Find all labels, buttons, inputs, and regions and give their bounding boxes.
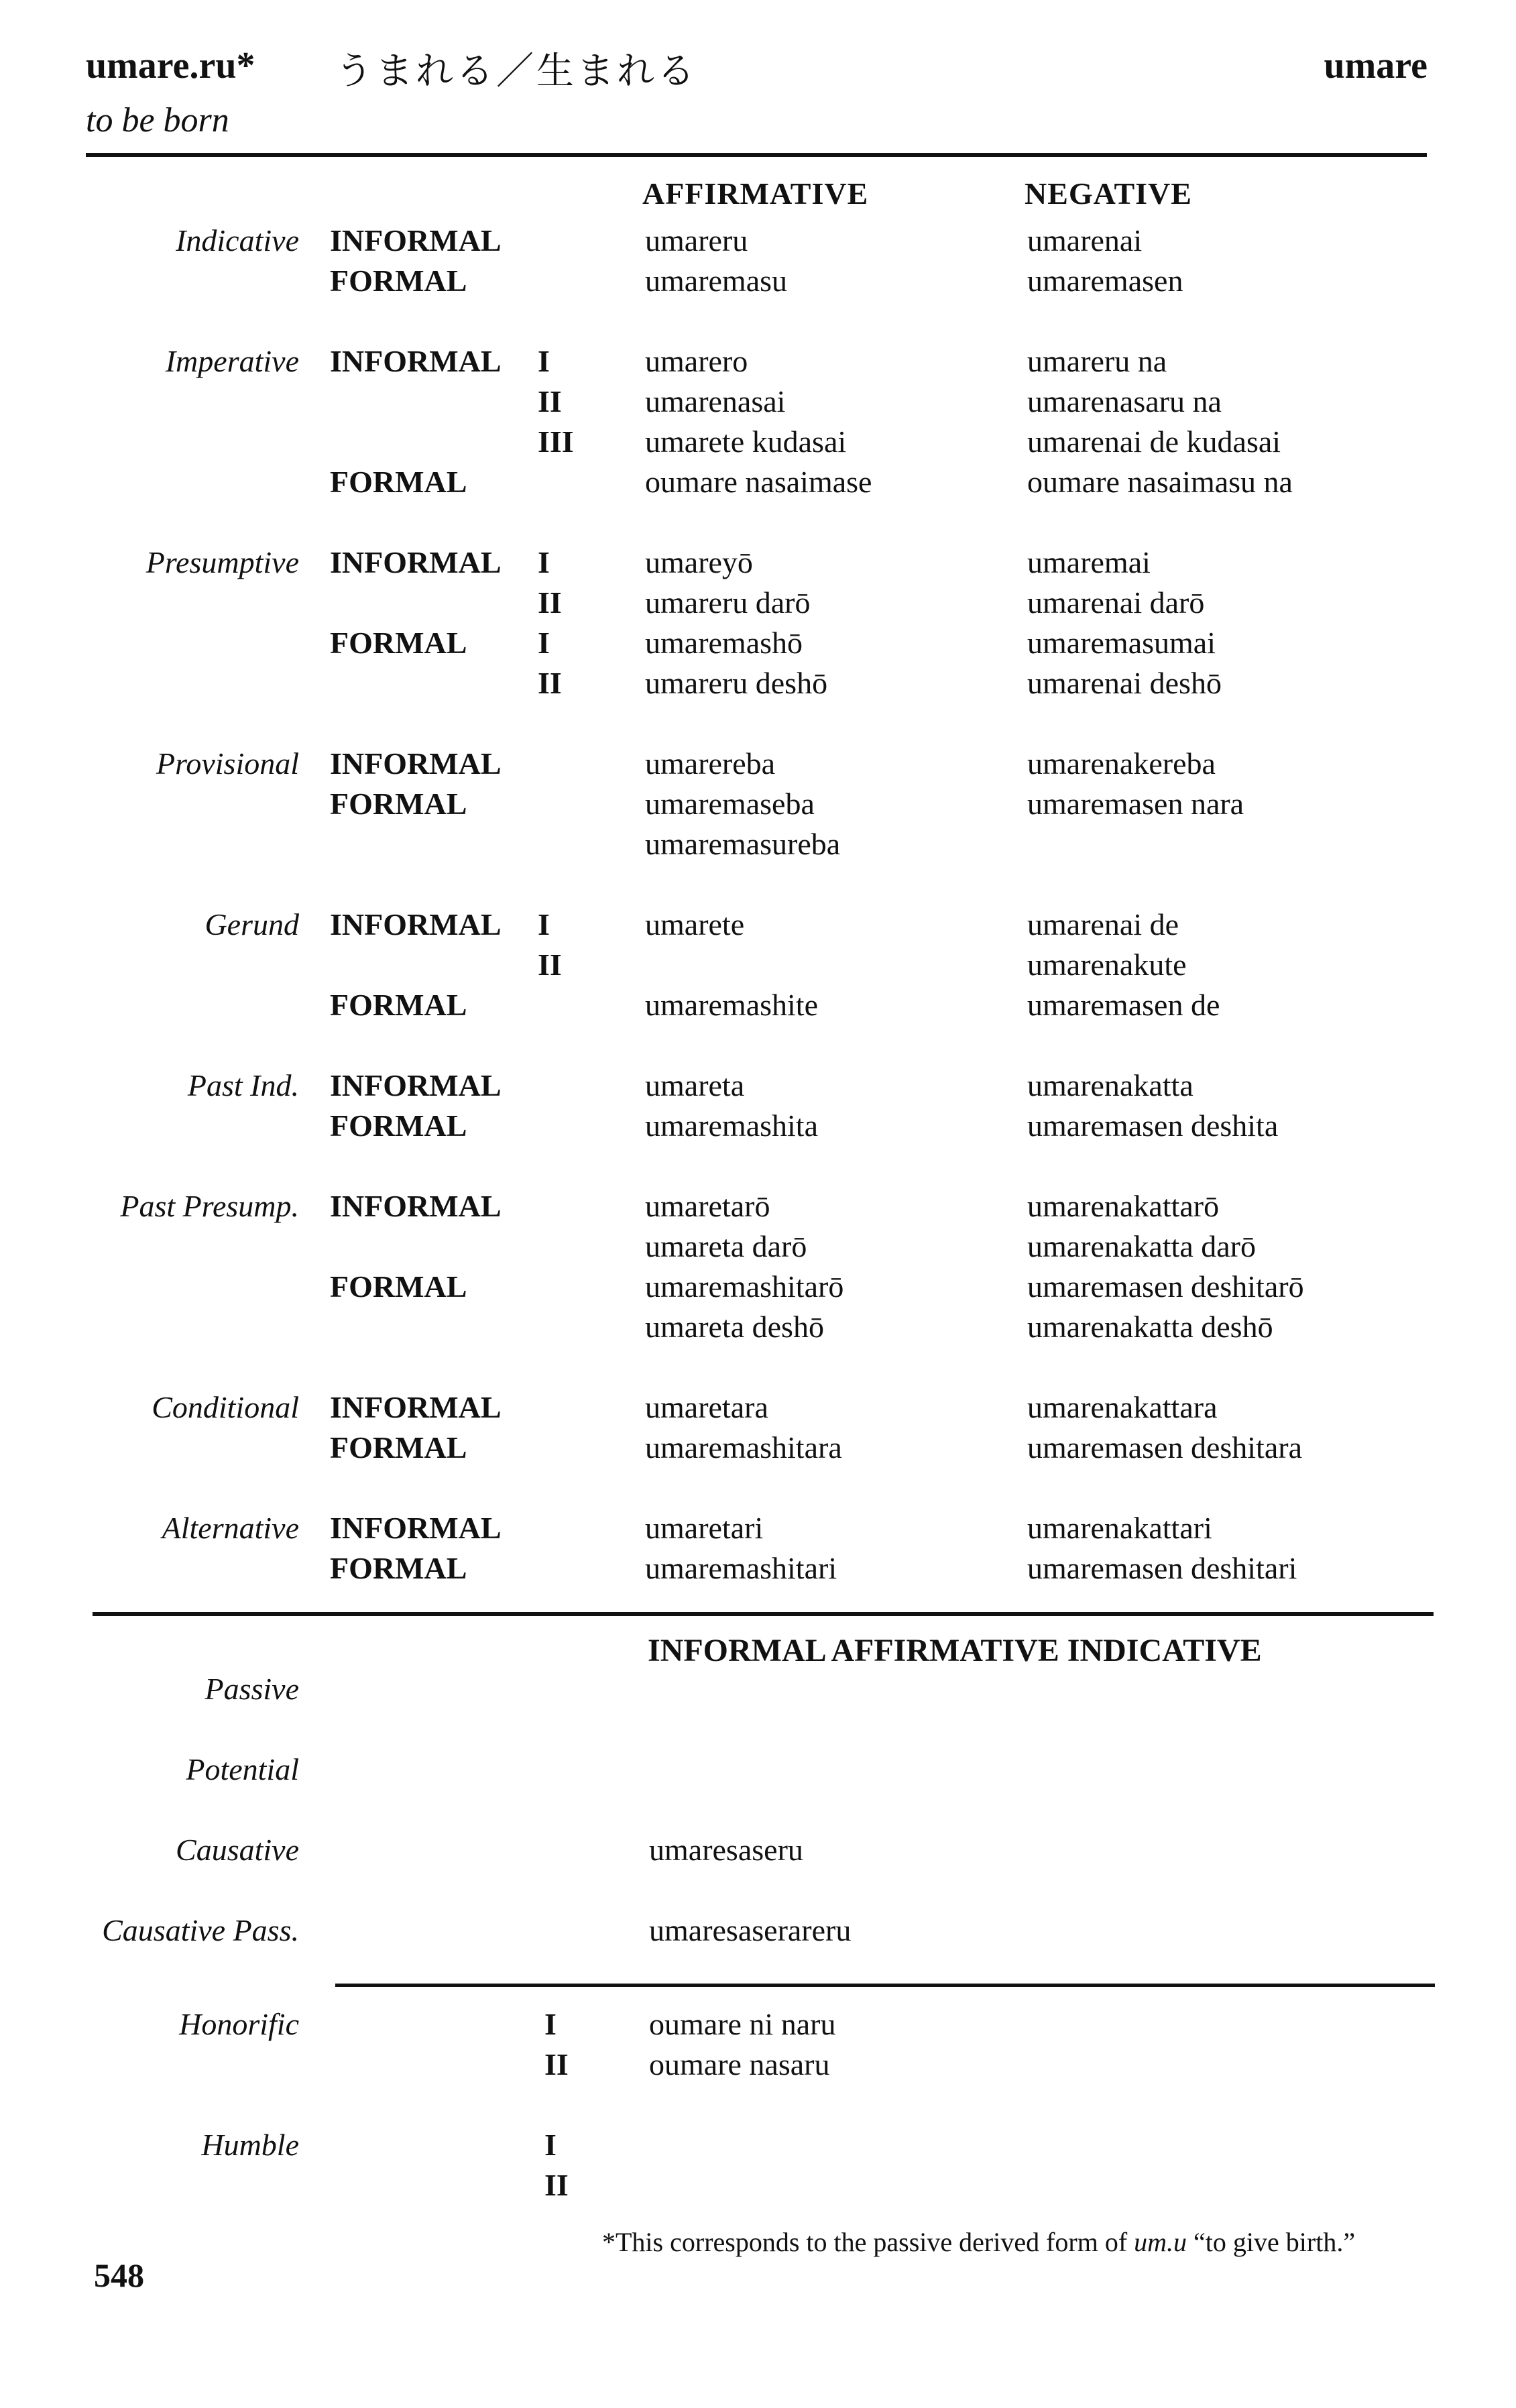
variant-number: I xyxy=(538,626,550,660)
column-head-negative: NEGATIVE xyxy=(1025,176,1192,211)
register-label: FORMAL xyxy=(330,626,467,660)
affirmative-form: umarete kudasai xyxy=(645,424,847,459)
negative-form: umarenakattara xyxy=(1027,1390,1218,1424)
form-category: Past Presump. xyxy=(120,1189,299,1223)
form-category: Past Ind. xyxy=(187,1068,299,1102)
verb-headword: umare.ru* xyxy=(86,45,255,87)
negative-form: oumare nasaimasu na xyxy=(1027,465,1293,499)
register-label: INFORMAL xyxy=(330,1189,502,1223)
affirmative-form: umaretarō xyxy=(645,1189,770,1223)
negative-form: umaremasen deshita xyxy=(1027,1108,1279,1143)
register-label: FORMAL xyxy=(330,264,467,298)
footnote-verb: um.u xyxy=(1134,2227,1187,2257)
form-category: Honorific xyxy=(179,2007,299,2041)
form-category: Causative Pass. xyxy=(102,1913,299,1947)
form-category: Provisional xyxy=(156,746,299,781)
footnote-gloss: “to give birth.” xyxy=(1187,2227,1356,2257)
negative-form: umaremasen deshitara xyxy=(1027,1430,1302,1465)
affirmative-form: umaretari xyxy=(645,1511,764,1545)
affirmative-form: umareyō xyxy=(645,545,753,579)
negative-form: umaremai xyxy=(1027,545,1151,579)
negative-form: umarenai de kudasai xyxy=(1027,424,1281,459)
affirmative-form: umaremashita xyxy=(645,1108,819,1143)
derived-form: umaresaserareru xyxy=(649,1913,852,1947)
conjugation-row xyxy=(0,1389,1516,1430)
register-label: FORMAL xyxy=(330,1430,467,1465)
affirmative-form: umaremasu xyxy=(645,264,788,298)
affirmative-form: umaretara xyxy=(645,1390,768,1424)
variant-number: I xyxy=(538,545,550,579)
conjugation-row xyxy=(0,746,1516,786)
form-category: Imperative xyxy=(165,344,299,378)
derived-row xyxy=(0,2006,1516,2047)
conjugation-row xyxy=(0,1550,1516,1591)
negative-form: umarenakatta darō xyxy=(1027,1229,1256,1263)
negative-form: umarenakereba xyxy=(1027,746,1216,781)
register-label: INFORMAL xyxy=(330,223,502,257)
register-label: INFORMAL xyxy=(330,344,502,378)
derived-row xyxy=(0,1832,1516,1872)
footnote xyxy=(602,2226,1355,2258)
register-label: INFORMAL xyxy=(330,1511,502,1545)
conjugation-row xyxy=(0,223,1516,263)
form-category: Gerund xyxy=(205,907,299,941)
register-label: INFORMAL xyxy=(330,1068,502,1102)
derived-form: oumare nasaru xyxy=(649,2047,830,2081)
negative-form: umaremasen deshitari xyxy=(1027,1551,1297,1585)
variant-number: I xyxy=(544,2128,557,2162)
conjugation-row xyxy=(0,625,1516,665)
conjugation-row xyxy=(0,464,1516,504)
variant-number: II xyxy=(544,2168,569,2202)
register-label: FORMAL xyxy=(330,988,467,1022)
variant-number: I xyxy=(538,907,550,941)
derived-row xyxy=(0,2047,1516,2087)
conjugation-row xyxy=(0,947,1516,987)
derived-form: umaresaseru xyxy=(649,1833,803,1867)
affirmative-form: umareta deshō xyxy=(645,1310,824,1344)
variant-number: I xyxy=(538,344,550,378)
conjugation-row xyxy=(0,665,1516,705)
affirmative-form: umaremashitari xyxy=(645,1551,837,1585)
column-head-affirmative: AFFIRMATIVE xyxy=(642,176,869,211)
affirmative-form: umareta darō xyxy=(645,1229,807,1263)
conjugation-row xyxy=(0,343,1516,384)
register-label: INFORMAL xyxy=(330,1390,502,1424)
verb-kana: うまれる／生まれる xyxy=(335,50,697,93)
section-heading: INFORMAL AFFIRMATIVE INDICATIVE xyxy=(648,1633,1262,1668)
verb-meaning: to be born xyxy=(86,101,229,139)
variant-number: II xyxy=(544,2047,569,2081)
derived-row xyxy=(0,2167,1516,2208)
variant-number: II xyxy=(538,666,562,700)
form-category: Causative xyxy=(176,1833,299,1867)
affirmative-form: umaremashō xyxy=(645,626,803,660)
negative-form: umareru na xyxy=(1027,344,1167,378)
form-category: Indicative xyxy=(176,223,299,257)
conjugation-row xyxy=(0,263,1516,303)
conjugation-row xyxy=(0,1068,1516,1108)
conjugation-row xyxy=(0,1430,1516,1470)
variant-number: II xyxy=(538,948,562,982)
negative-form: umarenai deshō xyxy=(1027,666,1222,700)
affirmative-form: umarero xyxy=(645,344,748,378)
variant-number: II xyxy=(538,384,562,418)
register-label: FORMAL xyxy=(330,1269,467,1304)
negative-form: umarenai de xyxy=(1027,907,1179,941)
header-rule xyxy=(86,153,1427,157)
conjugation-row xyxy=(0,384,1516,424)
affirmative-form: umaremashitarō xyxy=(645,1269,844,1304)
negative-form: umaremasen nara xyxy=(1027,787,1244,821)
conjugation-row xyxy=(0,1188,1516,1228)
page-number: 548 xyxy=(94,2256,144,2294)
conjugation-row xyxy=(0,1309,1516,1349)
affirmative-form: umaremashite xyxy=(645,988,819,1022)
negative-form: umarenakatta xyxy=(1027,1068,1193,1102)
negative-form: umarenakatta deshō xyxy=(1027,1310,1273,1344)
negative-form: umarenakattari xyxy=(1027,1511,1212,1545)
form-category: Potential xyxy=(186,1752,299,1786)
footnote-text: *This corresponds to the passive derived form of xyxy=(602,2227,1134,2257)
affirmative-form: umaremasureba xyxy=(645,827,841,861)
conjugation-row xyxy=(0,1108,1516,1148)
register-label: INFORMAL xyxy=(330,746,502,781)
affirmative-form: umaremaseba xyxy=(645,787,815,821)
negative-form: umaremasumai xyxy=(1027,626,1216,660)
affirmative-form: umareru xyxy=(645,223,748,257)
form-category: Humble xyxy=(201,2128,299,2162)
register-label: FORMAL xyxy=(330,465,467,499)
register-label: INFORMAL xyxy=(330,907,502,941)
conjugation-row xyxy=(0,786,1516,826)
form-category: Conditional xyxy=(152,1390,299,1424)
affirmative-form: umarenasai xyxy=(645,384,786,418)
negative-form: umarenasaru na xyxy=(1027,384,1222,418)
register-label: FORMAL xyxy=(330,787,467,821)
conjugation-row xyxy=(0,424,1516,464)
affirmative-form: umaremashitara xyxy=(645,1430,842,1465)
conjugation-row xyxy=(0,585,1516,625)
register-label: FORMAL xyxy=(330,1108,467,1143)
negative-form: umaremasen de xyxy=(1027,988,1220,1022)
affirmative-form: umareru deshō xyxy=(645,666,828,700)
conjugation-row xyxy=(0,987,1516,1027)
variant-number: II xyxy=(538,585,562,620)
derived-row xyxy=(0,1671,1516,1711)
negative-form: umarenai darō xyxy=(1027,585,1205,620)
negative-form: umarenakattarō xyxy=(1027,1189,1220,1223)
negative-form: umarenai xyxy=(1027,223,1143,257)
form-category: Presumptive xyxy=(145,545,299,579)
derived-form: oumare ni naru xyxy=(649,2007,836,2041)
affirmative-form: oumare nasaimase xyxy=(645,465,872,499)
negative-form: umarenakute xyxy=(1027,948,1187,982)
conjugation-row xyxy=(0,1269,1516,1309)
conjugation-row xyxy=(0,1228,1516,1269)
derived-row xyxy=(0,1752,1516,1792)
variant-number: I xyxy=(544,2007,557,2041)
affirmative-form: umareru darō xyxy=(645,585,811,620)
variant-number: III xyxy=(538,424,574,459)
affirmative-form: umareta xyxy=(645,1068,745,1102)
derived-row xyxy=(0,1912,1516,1953)
conjugation-row xyxy=(0,1510,1516,1550)
honorific-rule xyxy=(335,1984,1435,1987)
section-rule xyxy=(93,1612,1434,1616)
derived-row xyxy=(0,2127,1516,2167)
verb-stem: umare xyxy=(1324,45,1427,87)
affirmative-form: umarereba xyxy=(645,746,776,781)
conjugation-row xyxy=(0,544,1516,585)
negative-form: umaremasen deshitarō xyxy=(1027,1269,1304,1304)
register-label: INFORMAL xyxy=(330,545,502,579)
register-label: FORMAL xyxy=(330,1551,467,1585)
form-category: Passive xyxy=(205,1672,299,1706)
affirmative-form: umarete xyxy=(645,907,745,941)
form-category: Alternative xyxy=(162,1511,299,1545)
conjugation-row xyxy=(0,907,1516,947)
conjugation-row xyxy=(0,826,1516,866)
negative-form: umaremasen xyxy=(1027,264,1183,298)
